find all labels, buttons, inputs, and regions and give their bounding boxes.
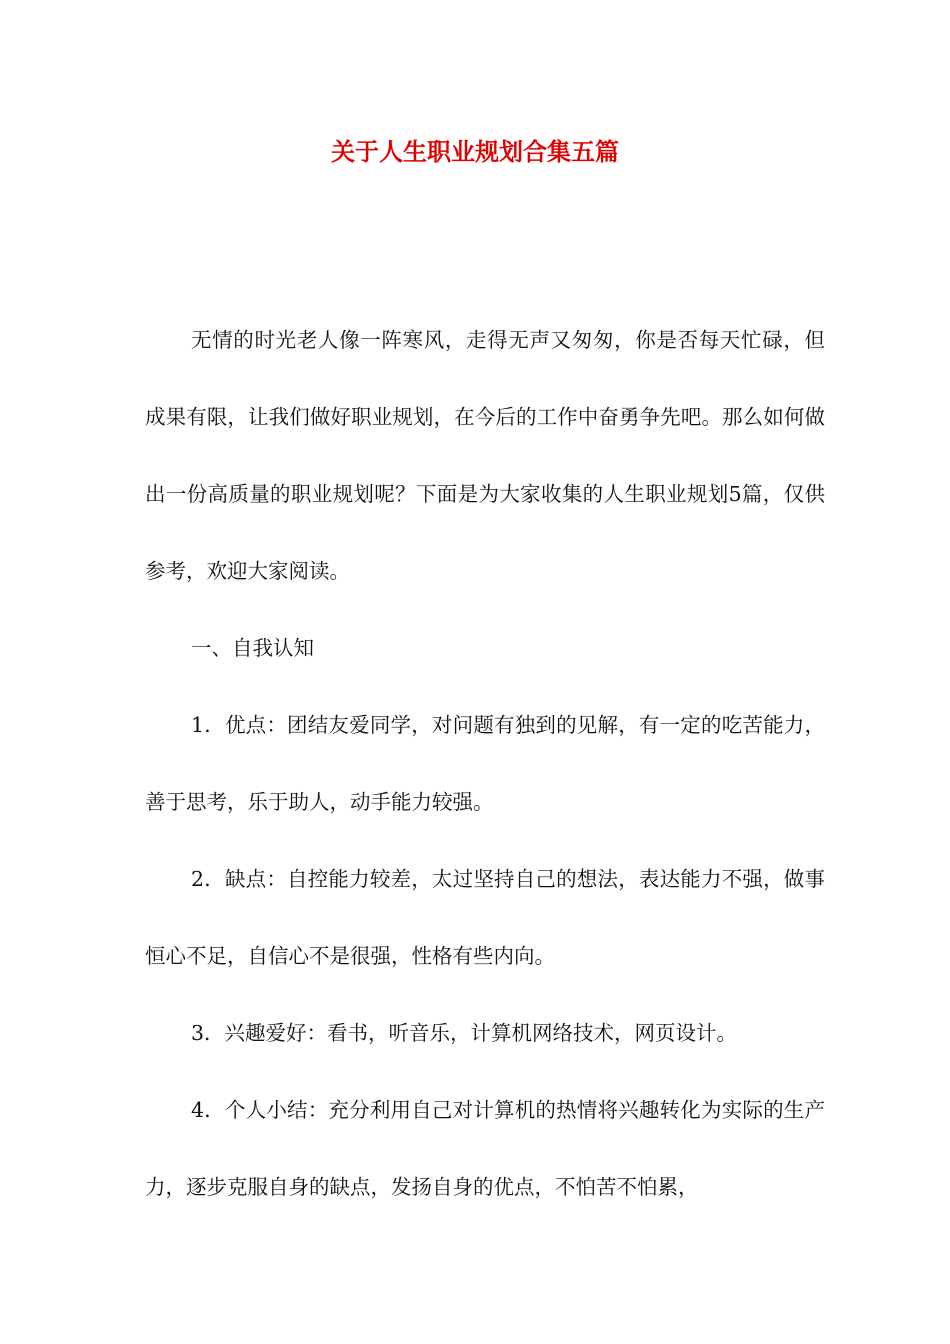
intro-paragraph: 无情的时光老人像一阵寒风，走得无声又匆匆，你是否每天忙碌，但成果有限，让我们做好职业规划，在今后的工作中奋勇争先吧。那么如何做出一份高质量的职业规划呢？下面是为大家收集的人生职业规划5篇，仅供参考，欢迎大家阅读。 — [145, 328, 825, 583]
section-heading-self-awareness: 一、自我认知 — [191, 636, 314, 660]
weaknesses-paragraph: 2．缺点：自控能力较差，太过坚持自己的想法，表达能力不强，做事恒心不足，自信心不是很强，性格有些内向。 — [145, 867, 825, 968]
hobbies-paragraph: 3．兴趣爱好：看书，听音乐，计算机网络技术，网页设计。 — [191, 1021, 738, 1045]
summary-paragraph: 4．个人小结：充分利用自己对计算机的热情将兴趣转化为实际的生产力，逐步克服自身的缺点，发扬自身的优点，不怕苦不怕累， — [145, 1098, 825, 1199]
strengths-paragraph: 1．优点：团结友爱同学，对问题有独到的见解，有一定的吃苦能力，善于思考，乐于助人，动手能力较强。 — [145, 713, 825, 814]
document-body — [145, 302, 825, 1226]
document-title: 关于人生职业规划合集五篇 — [331, 137, 619, 166]
